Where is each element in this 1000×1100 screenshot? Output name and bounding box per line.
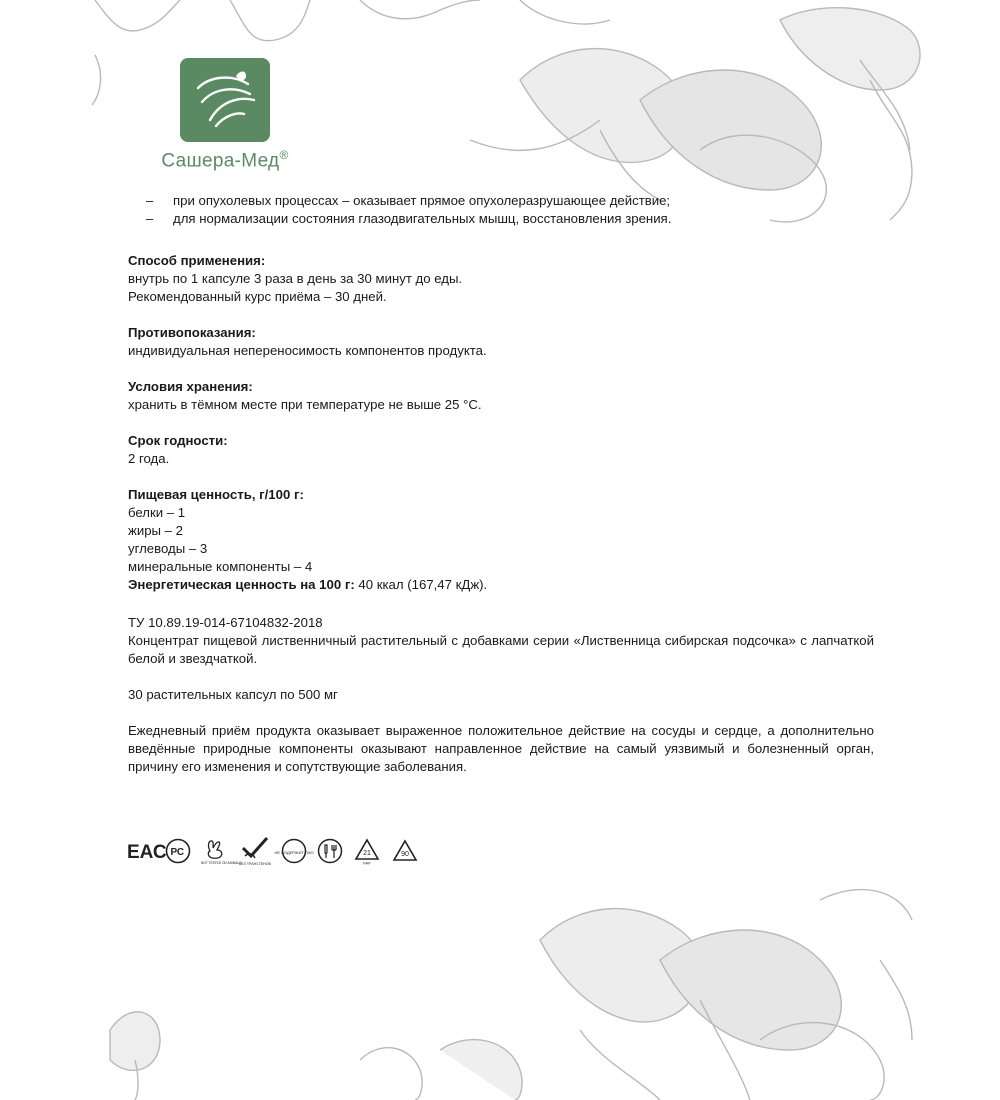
shelf-life-line: 2 года. [128, 451, 170, 466]
energy-value: 40 ккал (167,47 кДж). [354, 577, 488, 592]
product-spec-description: Концентрат пищевой лиственничный растительный с добавками серии «Лиственница сибирская подсочка» с лапчаткой белой и звездчаткой. [128, 633, 874, 666]
not-tested-on-animals-icon [201, 837, 242, 865]
storage-heading: Условия хранения: [128, 379, 253, 394]
nutrition-line: жиры – 2 [128, 523, 183, 538]
product-description [128, 192, 874, 776]
leaf-icon [180, 58, 270, 142]
contraindications-section [128, 324, 874, 360]
svg-text:NOT TESTED ON ANIMALS: NOT TESTED ON ANIMALS [201, 861, 242, 865]
recycle-90-icon [391, 838, 419, 864]
bullet-dash: – [146, 211, 154, 226]
usage-line: внутрь по 1 капсуле 3 раза в день за 30 минут до еды. [128, 271, 463, 286]
nutrition-section [128, 486, 874, 594]
bullet-text: при опухолевых процессах – оказывает прямое опухолеразрушающее действие; [173, 193, 671, 208]
energy-value-line [128, 576, 874, 594]
brand-name [150, 148, 300, 172]
food-contact-glass-fork-icon [317, 838, 343, 864]
contraindications-line: индивидуальная непереносимость компонентов продукта. [128, 343, 487, 358]
package-section [128, 686, 874, 704]
storage-section [128, 378, 874, 414]
svg-text:ЕАС: ЕАС [127, 842, 167, 863]
summary-section [128, 722, 874, 776]
registered-mark: ® [279, 148, 289, 162]
brand-logo [150, 58, 300, 172]
spec-section [128, 614, 874, 668]
usage-line: Рекомендованный курс приёма – 30 дней. [128, 289, 387, 304]
bullet-text: для нормализации состояния глазодвигательных мышц, восстановления зрения. [173, 211, 672, 226]
usage-section [128, 252, 874, 306]
summary-text: Ежедневный приём продукта оказывает выраженное положительное действие на сосуды и сердце, а дополнительно введённые природные компоненты оказывают направленное действие на самый уязвимый и болезненный орган, причину его изменения и сопутствующие заболевания. [128, 723, 874, 774]
nutrition-line: углеводы – 3 [128, 541, 208, 556]
tu-number: ТУ 10.89.19-014-67104832-2018 [128, 615, 323, 630]
storage-line: хранить в тёмном месте при температуре не выше 25 °С. [128, 397, 482, 412]
nutrition-heading: Пищевая ценность, г/100 г: [128, 487, 304, 502]
bullet-item [128, 210, 874, 228]
svg-text:РС: РС [170, 847, 185, 858]
eac-mark-icon [127, 841, 167, 863]
energy-label: Энергетическая ценность на 100 г: [128, 577, 355, 592]
nutrition-line: минеральные компоненты – 4 [128, 559, 313, 574]
svg-text:90: 90 [401, 851, 409, 858]
svg-text:PAP: PAP [363, 860, 371, 866]
pct-certification-icon [165, 838, 191, 864]
shelf-life-heading: Срок годности: [128, 433, 228, 448]
svg-text:БЕЗ ТРАНСГЕНОВ: БЕЗ ТРАНСГЕНОВ [239, 862, 271, 866]
bullet-dash: – [146, 193, 154, 208]
bullet-item [128, 192, 874, 210]
no-gmo-icon [274, 838, 314, 864]
recycle-pap-21-icon [353, 837, 381, 865]
logo-leaf-tile [180, 58, 270, 142]
package-info: 30 растительных капсул по 500 мг [128, 687, 338, 702]
usage-heading: Способ применения: [128, 253, 266, 268]
shelf-life-section [128, 432, 874, 468]
contraindications-heading: Противопоказания: [128, 325, 256, 340]
nutrition-line: белки – 1 [128, 505, 186, 520]
certification-icons [127, 836, 419, 866]
svg-text:21: 21 [363, 850, 371, 857]
brand-name-text: Сашера-Мед [161, 150, 280, 172]
no-transgenes-check-icon [239, 836, 271, 866]
svg-text:НЕ СОДЕРЖИТ ГМО: НЕ СОДЕРЖИТ ГМО [274, 850, 314, 855]
